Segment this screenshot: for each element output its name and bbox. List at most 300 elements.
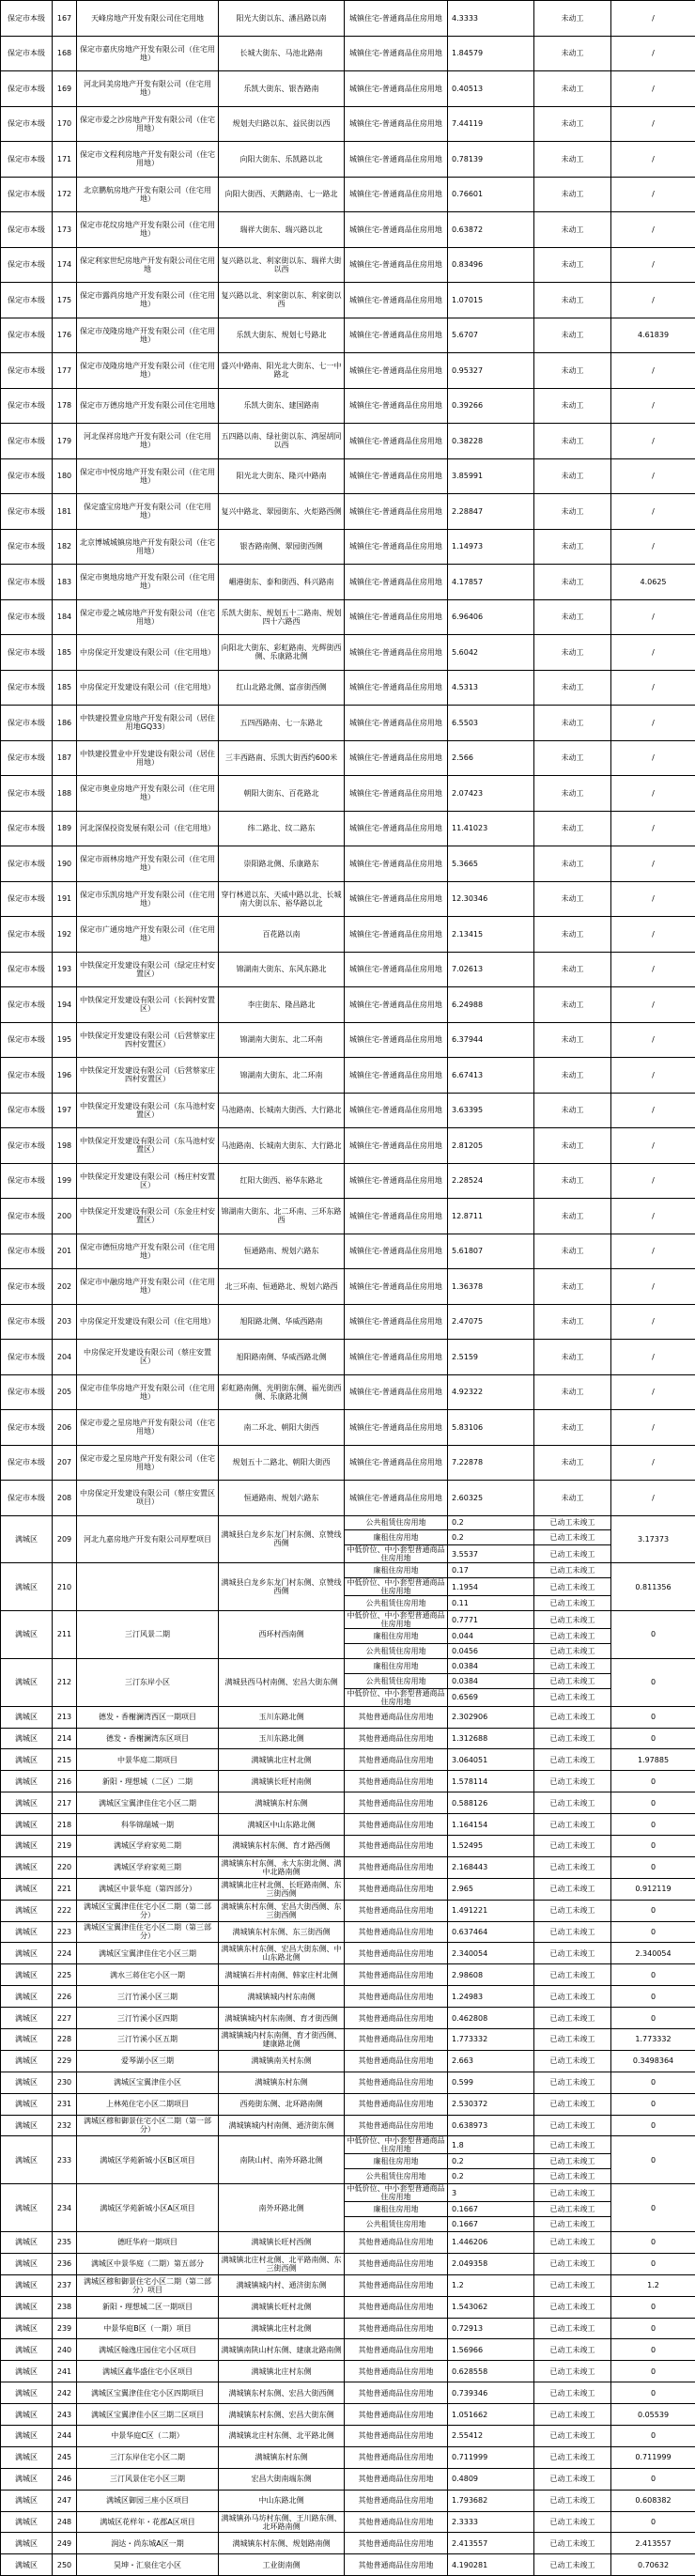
remaining-cell: / [611, 952, 695, 987]
district-cell: 满城区 [1, 2232, 53, 2254]
table-row [1, 36, 695, 71]
project-cell: 保定利家世纪房地产开发有限公司住宅用地 [77, 247, 219, 283]
project-cell: 中景华庭C区（二期） [77, 2426, 219, 2447]
number-cell: 198 [53, 1128, 77, 1164]
district-cell: 保定市本级 [1, 1481, 53, 1516]
number-cell: 186 [53, 706, 77, 741]
table-row [1, 2446, 695, 2468]
project-cell: 满城区宝翼津佳小区 [77, 2072, 219, 2093]
project-cell: 中房保定开发建设有限公司（住宅用地） [77, 670, 219, 706]
district-cell: 满城区 [1, 2382, 53, 2404]
status-cell: 已动工未竣工 [534, 1986, 611, 2008]
district-cell: 保定市本级 [1, 1058, 53, 1094]
district-cell: 满城区 [1, 2404, 53, 2426]
district-cell: 满城区 [1, 1814, 53, 1836]
district-cell: 保定市本级 [1, 1269, 53, 1305]
remaining-cell: / [611, 212, 695, 248]
area-cell: 12.30346 [448, 881, 534, 917]
location-cell: 玉川东路北侧 [219, 1706, 345, 1728]
table-row [1, 846, 695, 882]
location-cell: 纬二路北、纹二路东 [219, 811, 345, 846]
table-row [1, 565, 695, 600]
location-cell: 满城镇东村东侧、育才路西侧 [219, 1835, 345, 1856]
area-cell: 6.24988 [448, 987, 534, 1023]
table-row [1, 2050, 695, 2072]
status-cell: 已动工未竣工 [534, 2426, 611, 2447]
status-cell: 已动工未竣工 [534, 2232, 611, 2254]
remaining-cell: / [611, 1058, 695, 1094]
number-cell: 168 [53, 36, 77, 71]
status-cell: 已动工未竣工 [534, 2339, 611, 2361]
land-use-cell: 其他普通商品住房用地 [345, 2008, 448, 2029]
status-cell: 未动工 [534, 740, 611, 776]
area-cell: 7.02613 [448, 952, 534, 987]
number-cell: 243 [53, 2404, 77, 2426]
land-use-cell: 其他普通商品住房用地 [345, 2253, 448, 2274]
project-cell: 三汀东岸小区 [77, 1658, 219, 1706]
land-use-cell: 城镇住宅-普通商品住房用地 [345, 846, 448, 882]
land-use-cell: 城镇住宅-普通商品住房用地 [345, 811, 448, 846]
number-cell: 246 [53, 2468, 77, 2490]
project-cell: 中景华庭B区（一期）项目 [77, 2318, 219, 2339]
district-cell: 保定市本级 [1, 670, 53, 706]
district-cell: 满城区 [1, 2426, 53, 2447]
land-use-cell: 城镇住宅-普通商品住房用地 [345, 1058, 448, 1094]
area-cell: 1.1954 [448, 1578, 534, 1596]
area-cell: 0.2 [448, 1515, 534, 1530]
remaining-cell: 1.773332 [611, 2028, 695, 2050]
area-cell: 0.0384 [448, 1658, 534, 1673]
project-cell: 中景华庭二期项目 [77, 1749, 219, 1771]
table-row [1, 212, 695, 248]
land-use-cell: 城镇住宅-普通商品住房用地 [345, 1481, 448, 1516]
remaining-cell: / [611, 670, 695, 706]
location-cell: 朝阳大街东、百花路北 [219, 776, 345, 812]
district-cell: 保定市本级 [1, 1340, 53, 1375]
number-cell: 201 [53, 1234, 77, 1269]
table-row [1, 740, 695, 776]
district-cell: 满城区 [1, 2446, 53, 2468]
location-cell: 满城镇城内村、通济街东侧 [219, 2274, 345, 2296]
table-row [1, 1093, 695, 1128]
land-use-cell: 城镇住宅-普通商品住房用地 [345, 424, 448, 459]
location-cell: 满城镇城内村南侧、通济街东侧 [219, 2115, 345, 2136]
status-cell: 未动工 [534, 1199, 611, 1234]
number-cell: 192 [53, 917, 77, 953]
location-cell: 满城镇东村东侧 [219, 2446, 345, 2468]
district-cell: 保定市本级 [1, 599, 53, 635]
location-cell: 彩虹路南侧、光明街东侧、福光街西侧、乐康路北侧 [219, 1374, 345, 1410]
location-cell: 李庄街东、隆昌路北 [219, 987, 345, 1023]
status-cell: 未动工 [534, 458, 611, 494]
table-row [1, 2361, 695, 2382]
status-cell: 已动工未竣工 [534, 1921, 611, 1943]
area-cell: 3.064051 [448, 1749, 534, 1771]
district-cell: 满城区 [1, 1943, 53, 1964]
number-cell: 234 [53, 2184, 77, 2232]
number-cell: 218 [53, 1814, 77, 1836]
table-row [1, 1340, 695, 1375]
remaining-cell: 0 [611, 2339, 695, 2361]
remaining-cell: / [611, 1022, 695, 1058]
district-cell: 保定市本级 [1, 494, 53, 530]
location-cell: 南陕山村、南外环路北侧 [219, 2136, 345, 2184]
table-row [1, 1563, 695, 1578]
location-cell: 宏昌大街南端东侧 [219, 2468, 345, 2490]
area-cell: 1.491221 [448, 1900, 534, 1921]
land-use-cell: 城镇住宅-普通商品住房用地 [345, 1410, 448, 1446]
area-cell: 6.67413 [448, 1058, 534, 1094]
district-cell: 满城区 [1, 2008, 53, 2029]
land-use-cell: 城镇住宅-普通商品住房用地 [345, 529, 448, 565]
remaining-cell: 0 [611, 1964, 695, 1986]
location-cell: 阳光大街以东、潘昌路以南 [219, 1, 345, 37]
district-cell: 保定市本级 [1, 106, 53, 142]
status-cell: 未动工 [534, 917, 611, 953]
number-cell: 173 [53, 212, 77, 248]
remaining-cell: / [611, 388, 695, 424]
land-use-cell: 其他普通商品住房用地 [345, 2296, 448, 2318]
table-row [1, 424, 695, 459]
location-cell: 五四西路南、七一东路北 [219, 706, 345, 741]
land-use-cell: 城镇住宅-普通商品住房用地 [345, 353, 448, 389]
table-row [1, 811, 695, 846]
project-cell: 满城区翰逸庄园住宅小区项目 [77, 2339, 219, 2361]
number-cell: 183 [53, 565, 77, 600]
location-cell: 满城镇南关村东侧 [219, 2050, 345, 2072]
project-cell: 满城区穆和御景住宅小区二期（第一部分） [77, 2115, 219, 2136]
table-row [1, 1706, 695, 1728]
table-row [1, 1611, 695, 1629]
table-row [1, 1900, 695, 1921]
district-cell: 保定市本级 [1, 881, 53, 917]
area-cell: 0.78139 [448, 142, 534, 178]
location-cell: 满城镇城内村东南侧、育才街西侧 [219, 2008, 345, 2029]
table-row [1, 1304, 695, 1340]
district-cell: 保定市本级 [1, 740, 53, 776]
number-cell: 248 [53, 2511, 77, 2533]
remaining-cell: 0 [611, 1814, 695, 1836]
project-cell: 满城区穆和御景住宅小区二期（第二部分）项目 [77, 2274, 219, 2296]
table-row [1, 1163, 695, 1199]
land-use-cell: 中低价位、中小套型普通商品住房用地 [345, 1545, 448, 1563]
number-cell: 249 [53, 2533, 77, 2554]
land-use-cell: 其他普通商品住房用地 [345, 1728, 448, 1749]
status-cell: 已动工未竣工 [534, 1792, 611, 1814]
remaining-cell: 0.608382 [611, 2490, 695, 2511]
table-row [1, 2554, 695, 2576]
land-use-cell: 城镇住宅-普通商品住房用地 [345, 670, 448, 706]
land-use-cell: 廉租住房用地 [345, 2202, 448, 2217]
table-row [1, 881, 695, 917]
land-use-cell: 廉租住房用地 [345, 1530, 448, 1545]
district-cell: 满城区 [1, 1921, 53, 1943]
number-cell: 216 [53, 1771, 77, 1792]
project-cell: 德旺华府一期项目 [77, 2232, 219, 2254]
number-cell: 172 [53, 177, 77, 212]
project-cell: 满城区学苑新城小区B区项目 [77, 2136, 219, 2184]
remaining-cell: 0 [611, 1728, 695, 1749]
district-cell: 保定市本级 [1, 36, 53, 71]
remaining-cell: / [611, 599, 695, 635]
location-cell: 锦湖南大街东、东风东路北 [219, 952, 345, 987]
district-cell: 保定市本级 [1, 1410, 53, 1446]
land-use-cell: 其他普通商品住房用地 [345, 1771, 448, 1792]
location-cell: 满城镇东村东侧、宏昌大街东侧 [219, 2404, 345, 2426]
number-cell: 230 [53, 2072, 77, 2093]
number-cell: 182 [53, 529, 77, 565]
table-row [1, 2339, 695, 2361]
status-cell: 未动工 [534, 987, 611, 1023]
status-cell: 已动工未竣工 [534, 2154, 611, 2169]
remaining-cell: / [611, 881, 695, 917]
table-row [1, 1856, 695, 1878]
remaining-cell: 1.2 [611, 2274, 695, 2296]
table-row [1, 635, 695, 671]
project-cell: 满水三蒋住宅小区一期 [77, 1964, 219, 1986]
number-cell: 225 [53, 1964, 77, 1986]
district-cell: 保定市本级 [1, 987, 53, 1023]
area-cell: 2.168443 [448, 1856, 534, 1878]
project-cell: 满城区宝翼津佳住宅小区三期 [77, 1943, 219, 1964]
location-cell: 南二环北、朝阳大街西 [219, 1410, 345, 1446]
project-cell: 满城区宝翼津佳住宅小区四期项目 [77, 2382, 219, 2404]
project-cell: 满城区花样年・花郡A区项目 [77, 2511, 219, 2533]
location-cell: 百花路以南 [219, 917, 345, 953]
location-cell: 锦湖南大街东、北二环南 [219, 1022, 345, 1058]
remaining-cell: / [611, 776, 695, 812]
status-cell: 未动工 [534, 36, 611, 71]
area-cell: 3 [448, 2184, 534, 2202]
location-cell: 满城县西马村南侧、宏昌大街东侧 [219, 1658, 345, 1706]
remaining-cell: / [611, 846, 695, 882]
district-cell: 满城区 [1, 2136, 53, 2184]
number-cell: 223 [53, 1921, 77, 1943]
project-cell: 满城区学府家苑三期 [77, 1856, 219, 1878]
number-cell: 235 [53, 2232, 77, 2254]
number-cell: 247 [53, 2490, 77, 2511]
table-row [1, 458, 695, 494]
district-cell: 满城区 [1, 2072, 53, 2093]
project-cell: 中房保定开发建设有限公司（住宅用地） [77, 635, 219, 671]
area-cell: 7.44119 [448, 106, 534, 142]
status-cell: 已动工未竣工 [534, 2382, 611, 2404]
number-cell: 228 [53, 2028, 77, 2050]
area-cell: 0.2 [448, 1530, 534, 1545]
remaining-cell: / [611, 1199, 695, 1234]
status-cell: 未动工 [534, 1445, 611, 1481]
location-cell: 满城镇东村东侧、宏昌大街东侧、中山东路北侧 [219, 1943, 345, 1964]
project-cell: 德发・香榭澜湾东区项目 [77, 1728, 219, 1749]
location-cell: 满城镇北庄村北侧 [219, 1749, 345, 1771]
remaining-cell: 0 [611, 1771, 695, 1792]
remaining-cell: 0 [611, 2511, 695, 2533]
number-cell: 237 [53, 2274, 77, 2296]
area-cell: 2.47075 [448, 1304, 534, 1340]
table-row [1, 952, 695, 987]
status-cell: 已动工未竣工 [534, 1611, 611, 1629]
remaining-cell: 0 [611, 2361, 695, 2382]
remaining-cell: 0.70632 [611, 2554, 695, 2576]
project-cell: 北京鹏航房地产开发有限公司（住宅用地） [77, 177, 219, 212]
location-cell: 红阳大街西、裕华东路北 [219, 1163, 345, 1199]
number-cell: 244 [53, 2426, 77, 2447]
area-cell: 0.0456 [448, 1643, 534, 1658]
area-cell: 2.566 [448, 740, 534, 776]
location-cell: 满城镇北庄村东侧、北平路北侧 [219, 2426, 345, 2447]
remaining-cell: / [611, 177, 695, 212]
table-row [1, 1515, 695, 1530]
area-cell: 2.5159 [448, 1340, 534, 1375]
table-row [1, 2318, 695, 2339]
number-cell: 195 [53, 1022, 77, 1058]
location-cell: 旭阳路南侧、华威西路北侧 [219, 1340, 345, 1375]
district-cell: 保定市本级 [1, 1234, 53, 1269]
district-cell: 保定市本级 [1, 1304, 53, 1340]
project-cell: 满城区宝翼津佳住宅小区二期（第二部分） [77, 1900, 219, 1921]
number-cell: 196 [53, 1058, 77, 1094]
district-cell: 满城区 [1, 1856, 53, 1878]
land-use-cell: 其他普通商品住房用地 [345, 2490, 448, 2511]
number-cell: 222 [53, 1900, 77, 1921]
remaining-cell: / [611, 987, 695, 1023]
table-row [1, 1792, 695, 1814]
land-use-cell: 城镇住宅-普通商品住房用地 [345, 388, 448, 424]
project-cell: 保定市雨林房地产开发有限公司（住宅用地） [77, 846, 219, 882]
land-use-cell: 城镇住宅-普通商品住房用地 [345, 494, 448, 530]
area-cell: 4.190281 [448, 2554, 534, 2576]
area-cell: 5.6707 [448, 318, 534, 353]
remaining-cell: / [611, 1234, 695, 1269]
area-cell: 1.164154 [448, 1814, 534, 1836]
project-cell: 保定市爱之星房地产开发有限公司（住宅用地） [77, 1410, 219, 1446]
status-cell: 未动工 [534, 529, 611, 565]
project-cell: 昊坤・汇泉住宅小区 [77, 2554, 219, 2576]
land-use-cell: 廉租住房用地 [345, 1629, 448, 1644]
area-cell: 0.38228 [448, 424, 534, 459]
project-cell: 河北保祥房地产开发有限公司（住宅用地） [77, 424, 219, 459]
area-cell: 1.312688 [448, 1728, 534, 1749]
land-use-cell: 城镇住宅-普通商品住房用地 [345, 1, 448, 37]
location-cell: 崇阳路北侧、乐康路东 [219, 846, 345, 882]
area-cell: 6.5503 [448, 706, 534, 741]
number-cell: 220 [53, 1856, 77, 1878]
project-cell: 河北九嘉房地产开发有限公司厚墅项目 [77, 1515, 219, 1563]
land-use-cell: 城镇住宅-普通商品住房用地 [345, 1128, 448, 1164]
district-cell: 满城区 [1, 1900, 53, 1921]
area-cell: 0.588126 [448, 1792, 534, 1814]
number-cell: 170 [53, 106, 77, 142]
remaining-cell: 0 [611, 1856, 695, 1878]
land-use-cell: 城镇住宅-普通商品住房用地 [345, 212, 448, 248]
district-cell: 保定市本级 [1, 917, 53, 953]
project-cell: 保定市佳华房地产开发有限公司（住宅用地） [77, 1374, 219, 1410]
location-cell: 向阳大街东、乐凯路以北 [219, 142, 345, 178]
project-cell: 爱琴湖小区三期 [77, 2050, 219, 2072]
area-cell: 6.96406 [448, 599, 534, 635]
area-cell: 5.6042 [448, 635, 534, 671]
remaining-cell: / [611, 1128, 695, 1164]
land-use-cell: 其他普通商品住房用地 [345, 2382, 448, 2404]
district-cell: 保定市本级 [1, 1199, 53, 1234]
area-cell: 1.07015 [448, 283, 534, 318]
district-cell: 保定市本级 [1, 846, 53, 882]
land-use-cell: 其他普通商品住房用地 [345, 2339, 448, 2361]
location-cell: 向阳大街西、天鹅路南、七一路北 [219, 177, 345, 212]
area-cell: 0.2 [448, 2169, 534, 2184]
location-cell: 工业街南侧 [219, 2554, 345, 2576]
district-cell: 保定市本级 [1, 283, 53, 318]
area-cell: 0.83496 [448, 247, 534, 283]
remaining-cell: / [611, 1481, 695, 1516]
remaining-cell: 0 [611, 2232, 695, 2254]
project-cell: 保定市花纹房地产开发有限公司（住宅用地） [77, 212, 219, 248]
area-cell: 0.044 [448, 1629, 534, 1644]
table-row [1, 1374, 695, 1410]
land-use-cell: 其他普通商品住房用地 [345, 1792, 448, 1814]
table-row [1, 529, 695, 565]
area-cell: 4.17857 [448, 565, 534, 600]
status-cell: 已动工未竣工 [534, 2361, 611, 2382]
project-cell: 中铁保定开发建设有限公司（后营蔡家庄四村安置区） [77, 1022, 219, 1058]
status-cell: 未动工 [534, 1022, 611, 1058]
remaining-cell: 0 [611, 1611, 695, 1659]
remaining-cell: 0 [611, 2072, 695, 2093]
district-cell: 保定市本级 [1, 458, 53, 494]
project-cell: 三汀竹溪小区四期 [77, 2008, 219, 2029]
project-cell: 中铁建投置业中开发建设有限公司（居住用地） [77, 740, 219, 776]
table-row [1, 1749, 695, 1771]
remaining-cell: / [611, 1304, 695, 1340]
location-cell: 满城镇东村东侧、宏昌大街西侧 [219, 2382, 345, 2404]
district-cell: 满城区 [1, 1706, 53, 1728]
number-cell: 208 [53, 1481, 77, 1516]
location-cell: 盛兴中路南、阳光北大街东、七一中路北 [219, 353, 345, 389]
area-cell: 2.13415 [448, 917, 534, 953]
remaining-cell: 0 [611, 1835, 695, 1856]
land-use-cell: 其他普通商品住房用地 [345, 1814, 448, 1836]
table-row [1, 2468, 695, 2490]
project-cell: 保定市茂隆房地产开发有限公司（住宅用地） [77, 353, 219, 389]
status-cell: 已动工未竣工 [534, 1943, 611, 1964]
area-cell: 0.76601 [448, 177, 534, 212]
land-use-cell: 公共租赁住房用地 [345, 1673, 448, 1688]
project-cell: 上林苑住宅小区二期项目 [77, 2093, 219, 2115]
project-cell: 中铁保定开发建设有限公司（东马池村安置区） [77, 1093, 219, 1128]
land-use-cell: 中低价位、中小套型普通商品住房用地 [345, 1578, 448, 1596]
land-use-cell: 其他普通商品住房用地 [345, 2232, 448, 2254]
status-cell: 未动工 [534, 388, 611, 424]
location-cell: 马池路南、长城南大街东、大行路北 [219, 1128, 345, 1164]
number-cell: 190 [53, 846, 77, 882]
area-cell: 0.0384 [448, 1673, 534, 1688]
location-cell: 三丰西路南、乐凯大街西约600米 [219, 740, 345, 776]
number-cell: 209 [53, 1515, 77, 1563]
land-use-cell: 其他普通商品住房用地 [345, 1856, 448, 1878]
remaining-cell: 1.97885 [611, 1749, 695, 1771]
district-cell: 保定市本级 [1, 529, 53, 565]
remaining-cell: 2.340054 [611, 1943, 695, 1964]
district-cell: 保定市本级 [1, 177, 53, 212]
table-row [1, 1, 695, 37]
status-cell: 已动工未竣工 [534, 2184, 611, 2202]
number-cell: 171 [53, 142, 77, 178]
district-cell: 满城区 [1, 2093, 53, 2115]
area-cell: 2.81205 [448, 1128, 534, 1164]
land-use-cell: 城镇住宅-普通商品住房用地 [345, 1234, 448, 1269]
location-cell: 满城镇石井村南侧、韩家庄村北侧 [219, 1964, 345, 1986]
project-cell: 保定市爱之沙房地产开发有限公司（住宅用地） [77, 106, 219, 142]
